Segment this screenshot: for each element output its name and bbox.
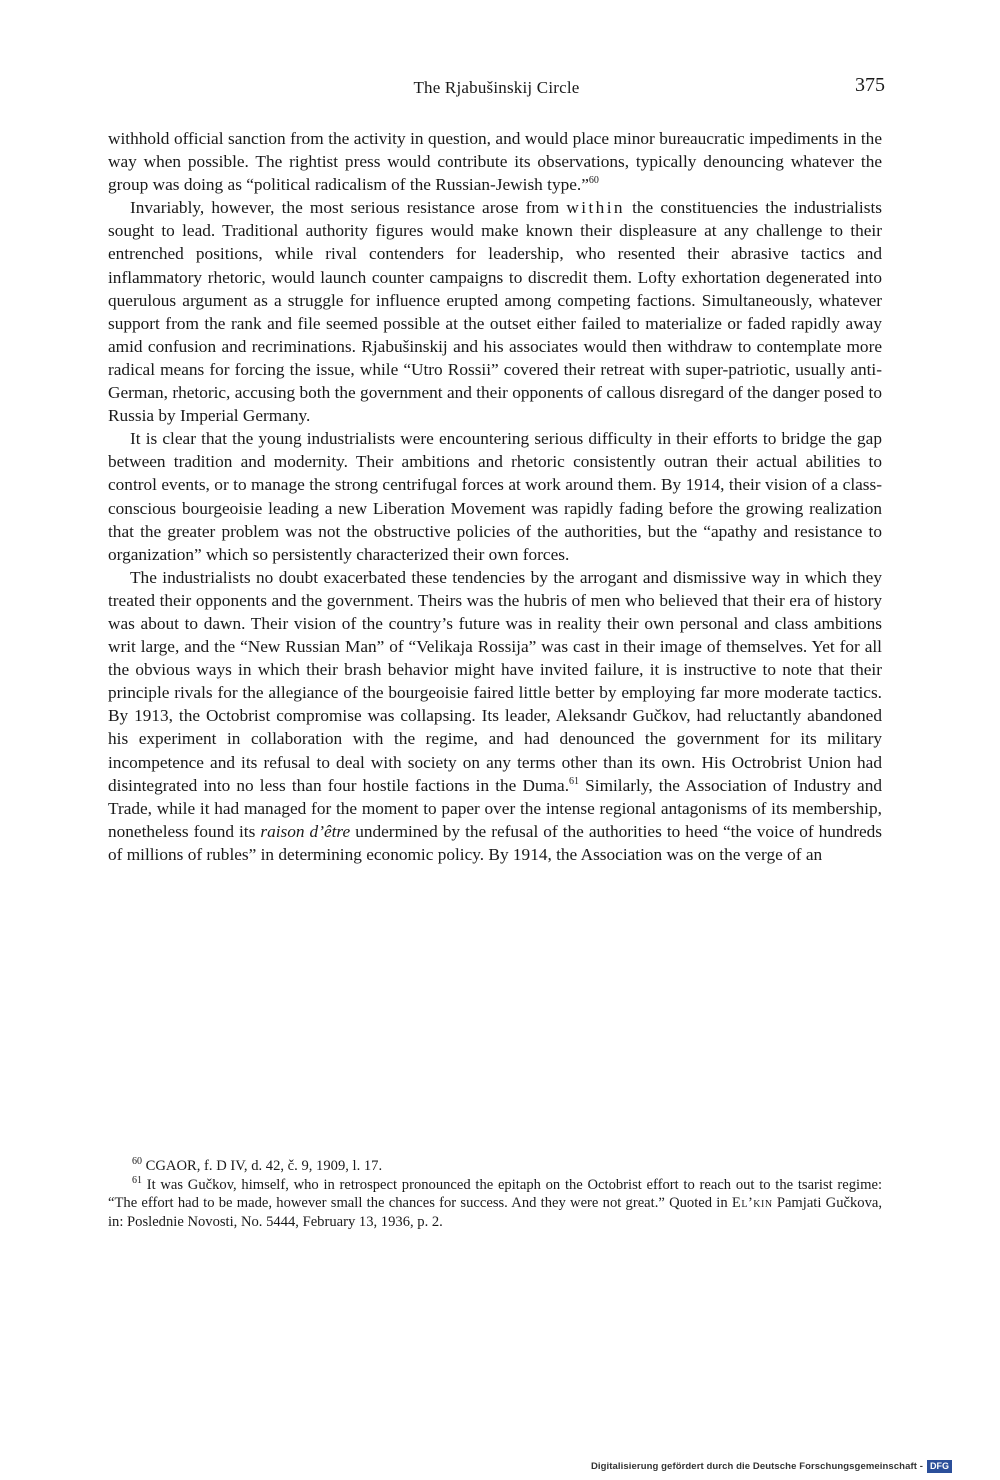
footnotes (108, 1157, 882, 1231)
paragraph-2-start: Invariably, however, the most serious resistance arose from (130, 198, 567, 218)
footnote-text-rest: Pamjati Gučkova, in: Poslednie Novosti, No. 5444, February 13, 1936, p. 2. (108, 1195, 882, 1230)
paragraph-2 (108, 196, 882, 427)
paragraph-4 (108, 566, 882, 866)
footnote-61 (108, 1176, 882, 1232)
paragraph-4-end: undermined by the refusal of the authorities to heed “the voice of hundreds of millions of rubles” in determining economic policy. By 1914, the Association was on the verge of an (108, 821, 882, 864)
footnote-number: 60 (132, 1156, 142, 1168)
footnote-number: 61 (132, 1174, 142, 1186)
footnote-60 (108, 1157, 882, 1176)
page-number: 375 (855, 74, 885, 96)
body-text (108, 127, 882, 866)
footnote-ref-60[interactable]: 60 (588, 175, 599, 187)
italic-raison-detre: raison d’être (260, 821, 351, 841)
dfg-credit (591, 1459, 952, 1473)
paragraph-1 (108, 127, 882, 196)
running-head (108, 76, 885, 102)
dfg-logo: DFG (927, 1460, 952, 1473)
paragraph-1-text: withhold official sanction from the activity in question, and would place minor bureaucratic impediments in the way when possible. The rightist press would contribute its observations, typically denouncing whatever the group was doing as “political radicalism of the Russian-Jewish type.” (108, 129, 882, 195)
running-title: The Rjabušinskij Circle (413, 78, 580, 97)
emphasis-within: within (566, 198, 625, 218)
paragraph-4-start: The industrialists no doubt exacerbated these tendencies by the arrogant and dismissive way in which they treated their opponents and the government. Theirs was the hubris of men who believed that their era of history was about to dawn. Their vision of the country’s future was in reality their own personal and class ambitions writ large, and the “New Russian Man” of “Velikaja Rossija” was cast in their image of themselves. Yet for all the obvious ways in which their brash behavior might have invited failure, it is instructive to note that their principle rivals for the allegiance of the bourgeoisie faired little better by employing far more moderate tactics. By 1913, the Octobrist compromise was collapsing. Its leader, Aleksandr Gučkov, had reluctantly abandoned his experiment in collaboration with the regime, and had denounced the government for its military incompetence and its refusal to deal with society on any terms other than its own. His Octrobrist Union had disintegrated into no less than four hostile factions in the Duma. (108, 567, 882, 795)
paragraph-3: It is clear that the young industrialists were encountering serious difficulty in their efforts to bridge the gap between tradition and modernity. Their ambitions and rhetoric consistently outran their actual abilities to control events, or to manage the strong centrifugal forces at work around them. By 1914, their vision of a class-conscious bourgeoisie leading a new Liberation Movement was rapidly fading before the growing realization that the greater problem was not the obstructive policies of the authorities, but the “apathy and resistance to organization” which so persistently characterized their own forces. (108, 429, 882, 564)
paragraph-4-middle: Similarly, the Association of Industry and Trade, while it had managed for the moment to paper over the intense regional antagonisms of its membership, nonetheless found its (108, 775, 882, 841)
footnote-ref-61[interactable]: 61 (569, 775, 580, 787)
credit-text: Digitalisierung gefördert durch die Deutsche Forschungsgemeinschaft - (590, 1460, 923, 1472)
footnote-text: It was Gučkov, himself, who in retrospect pronounced the epitaph on the Octobrist effort to reach out to the tsarist regime: “The effort had to be made, however small the chances for success. And they were not great.” Quoted in (108, 1176, 882, 1212)
footnote-text: CGAOR, f. D IV, d. 42, č. 9, 1909, l. 17. (145, 1158, 383, 1174)
footnote-author: El’kin (731, 1195, 773, 1212)
paragraph-2-rest: the constituencies the industrialists sought to lead. Traditional authority figures would make known their displeasure at any challenge to their entrenched positions, while rival contenders for leadership, who resented their abrasive tactics and inflammatory rhetoric, would launch counter campaigns to discredit them. Lofty exhortation degenerated into querulous argument as a struggle for influence erupted among competing factions. Simultaneously, whatever support from the rank and file seemed possible at the outset either failed to materialize or faded rapidly away amid confusion and recriminations. Rjabušinskij and his associates would then withdraw to contemplate more radical means for forcing the issue, while “Utro Rossii” covered their retreat with super-patriotic, usually anti-German, rhetoric, accusing both the government and their opponents of callous disregard of the danger posed to Russia by Imperial Germany. (108, 198, 882, 426)
